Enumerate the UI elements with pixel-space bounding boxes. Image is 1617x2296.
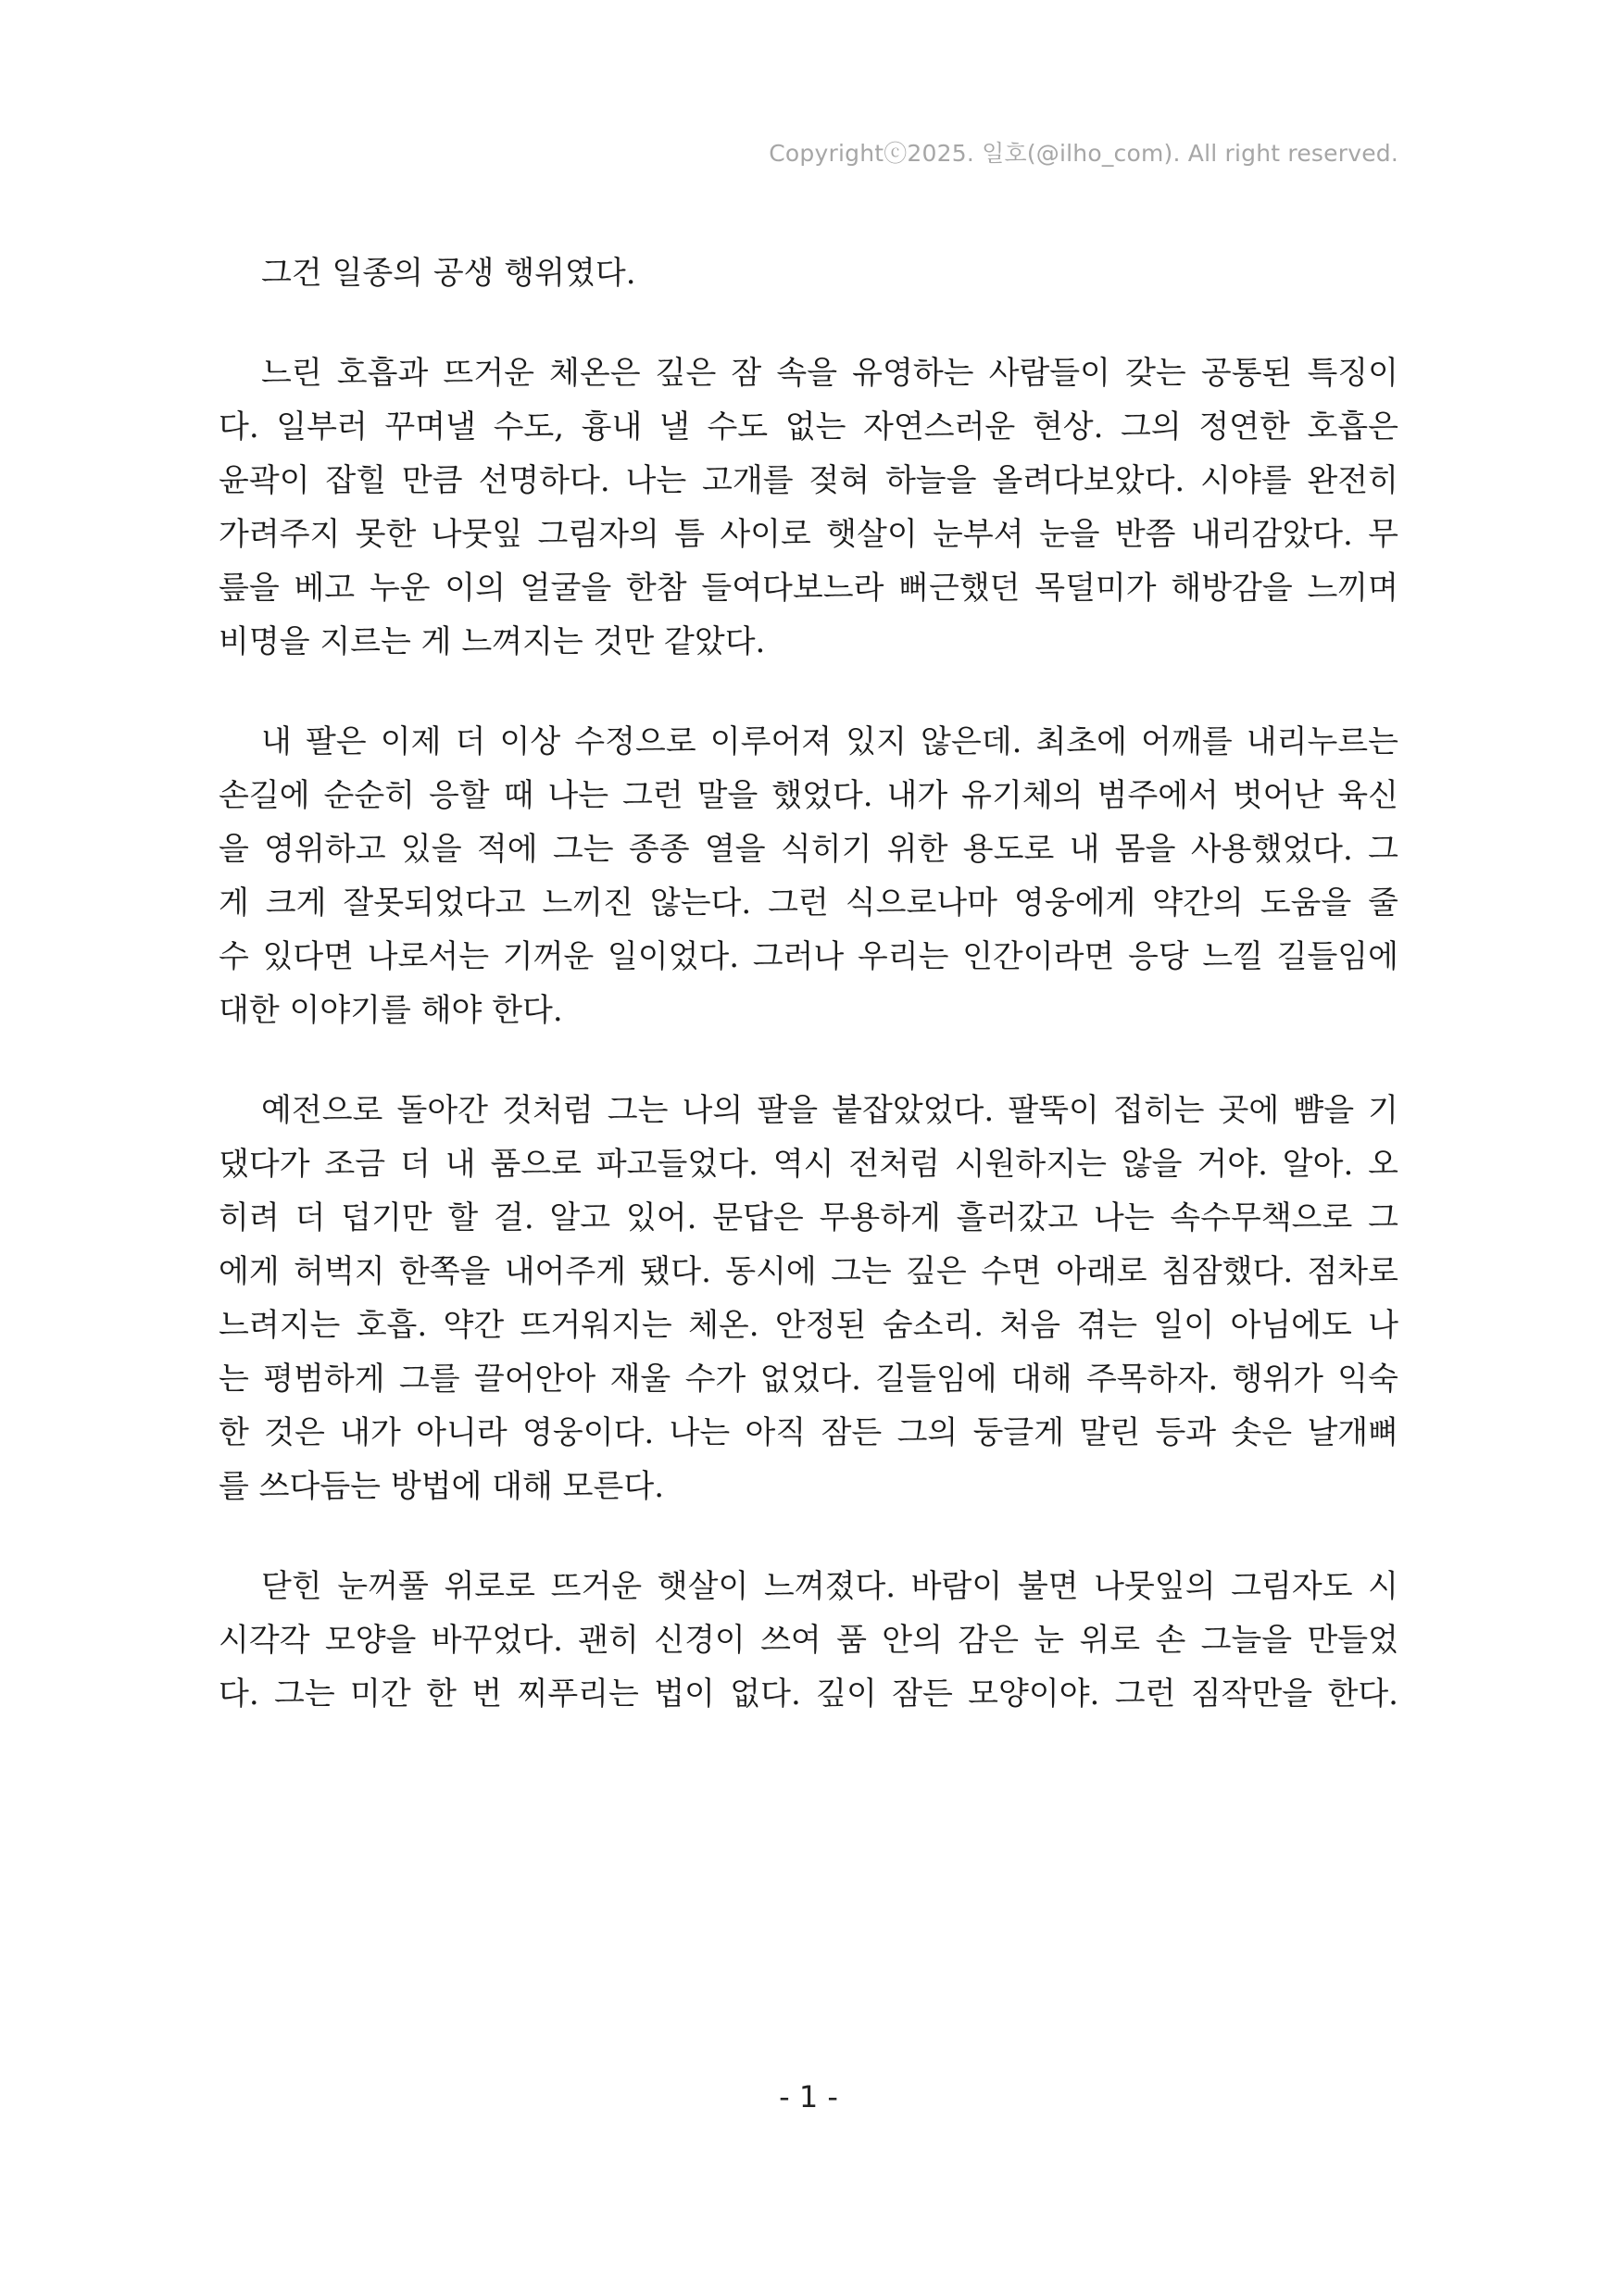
text-line: 대한 이야기를 해야 한다.	[219, 992, 563, 1029]
text-line: 그건 일종의 공생 행위였다.	[261, 255, 636, 292]
text-line: 느려지는 호흡. 약간 뜨거워지는 체온. 안정된 숨소리. 처음 겪는 일이 아님에도 나	[219, 1307, 1398, 1344]
paragraph	[219, 246, 1398, 300]
text-line: 닫힌 눈꺼풀 위로로 뜨거운 햇살이 느껴졌다. 바람이 불면 나뭇잎의 그림자도 시	[261, 1568, 1398, 1605]
text-line: 내 팔은 이제 더 이상 수정으로 이루어져 있지 않은데. 최초에 어깨를 내리누르는	[261, 723, 1398, 760]
copyright-notice: Copyrightⓒ2025. 일호(@ilho_com). All right reserved.	[769, 140, 1398, 167]
text-line: 에게 허벅지 한쪽을 내어주게 됐다. 동시에 그는 깊은 수면 아래로 침잠했다. 점차로	[219, 1253, 1398, 1290]
page-number: - 1 -	[779, 2079, 838, 2114]
text-line: 릎을 베고 누운 이의 얼굴을 한참 들여다보느라 뻐근했던 목덜미가 해방감을 느끼며	[219, 570, 1398, 607]
text-line: 손길에 순순히 응할 때 나는 그런 말을 했었다. 내가 유기체의 범주에서 벗어난 육신	[219, 777, 1398, 814]
text-line: 는 평범하게 그를 끌어안아 재울 수가 없었다. 길들임에 대해 주목하자. 행위가 익숙	[219, 1361, 1398, 1398]
text-line: 을 영위하고 있을 적에 그는 종종 열을 식히기 위한 용도로 내 몸을 사용했었다. 그	[219, 831, 1398, 868]
text-line: 댔다가 조금 더 내 품으로 파고들었다. 역시 전처럼 시원하지는 않을 거야. 알아. 오	[219, 1146, 1398, 1183]
text-line: 한 것은 내가 아니라 영웅이다. 나는 아직 잠든 그의 둥글게 말린 등과 솟은 날개뼈	[219, 1414, 1398, 1451]
paragraph	[219, 1084, 1398, 1513]
paragraph	[219, 1560, 1398, 1721]
body-text	[219, 246, 1398, 1767]
text-line: 를 쓰다듬는 방법에 대해 모른다.	[219, 1468, 665, 1505]
paragraph	[219, 346, 1398, 669]
text-line: 다. 일부러 꾸며낼 수도, 흉내 낼 수도 없는 자연스러운 현상. 그의 정연한 호흡은	[219, 408, 1398, 445]
text-line: 가려주지 못한 나뭇잎 그림자의 틈 사이로 햇살이 눈부셔 눈을 반쯤 내리감았다. 무	[219, 516, 1398, 553]
text-line: 느린 호흡과 뜨거운 체온은 깊은 잠 속을 유영하는 사람들이 갖는 공통된 특징이	[261, 355, 1398, 392]
text-line: 윤곽이 잡힐 만큼 선명하다. 나는 고개를 젖혀 하늘을 올려다보았다. 시야를 완전히	[219, 462, 1398, 499]
text-line: 비명을 지르는 게 느껴지는 것만 같았다.	[219, 623, 766, 660]
paragraph	[219, 715, 1398, 1037]
text-line: 게 크게 잘못되었다고 느끼진 않는다. 그런 식으로나마 영웅에게 약간의 도움을 줄	[219, 885, 1398, 922]
text-line: 다. 그는 미간 한 번 찌푸리는 법이 없다. 깊이 잠든 모양이야. 그런 짐작만을 한다.	[219, 1675, 1398, 1713]
text-line: 시각각 모양을 바꾸었다. 괜히 신경이 쓰여 품 안의 감은 눈 위로 손 그늘을 만들었	[219, 1622, 1398, 1659]
text-line: 히려 더 덥기만 할 걸. 알고 있어. 문답은 무용하게 흘러갔고 나는 속수무책으로 그	[219, 1199, 1398, 1236]
text-line: 수 있다면 나로서는 기꺼운 일이었다. 그러나 우리는 인간이라면 응당 느낄 길들임에	[219, 938, 1398, 975]
text-line: 예전으로 돌아간 것처럼 그는 나의 팔을 붙잡았었다. 팔뚝이 접히는 곳에 뺨을 기	[261, 1092, 1398, 1129]
